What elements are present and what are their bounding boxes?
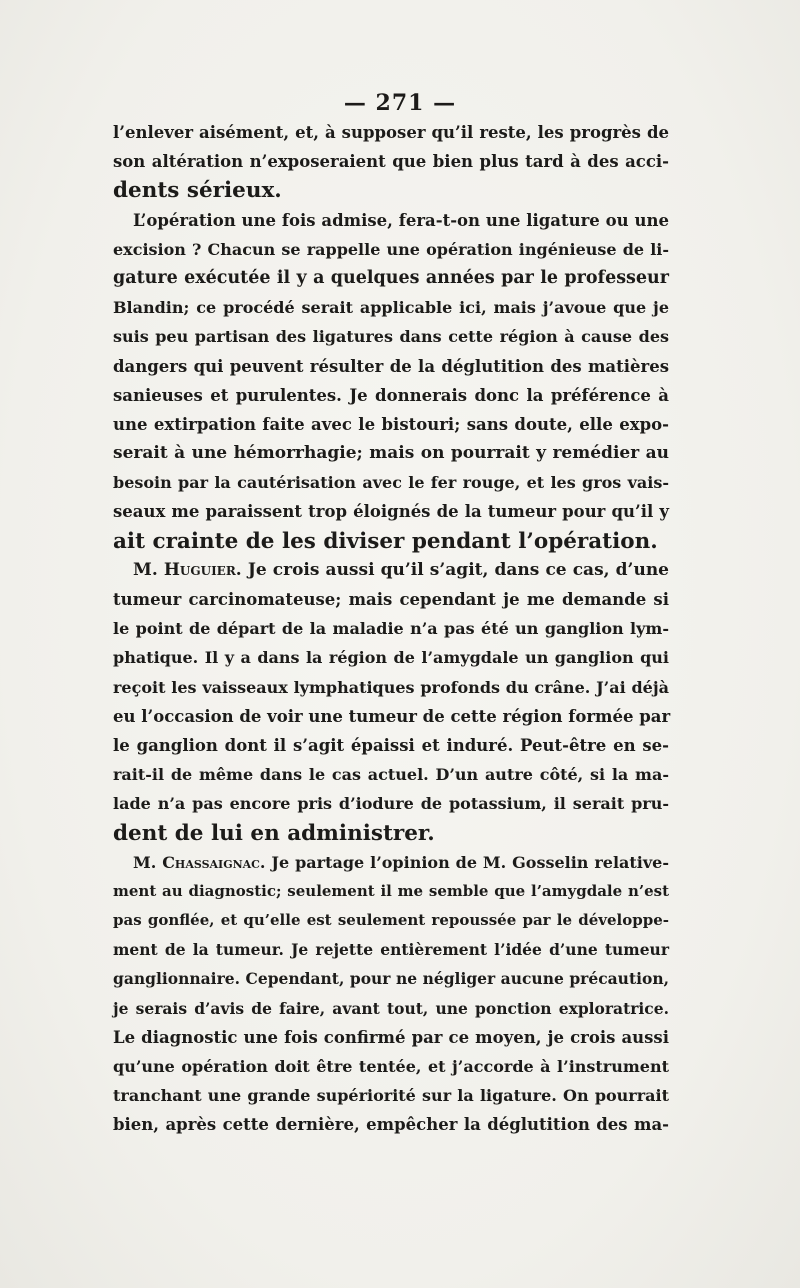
- text-line: serait à une hémorrhagie; mais on pourrait y remédier au: [113, 443, 669, 464]
- text-run: Je partage l’opinion de M. Gosselin relative-: [265, 852, 669, 872]
- text-line: dent de lui en administrer.: [113, 820, 435, 846]
- text-line: gature exécutée il y a quelques années par le professeur: [113, 267, 669, 288]
- paragraph: [113, 206, 669, 556]
- text-line: ment de la tumeur. Je rejette entièrement l’idée d’une tumeur: [113, 940, 669, 960]
- text-line: Blandin; ce procédé serait applicable ici, mais j’avoue que je: [113, 298, 669, 318]
- text-line: tumeur carcinomateuse; mais cependant je me demande si: [113, 590, 669, 609]
- page-number: — 271 —: [343, 90, 457, 116]
- text-line: bien, après cette dernière, empêcher la déglutition des ma-: [113, 1115, 669, 1135]
- text-line: lade n’a pas encore pris d’iodure de potassium, il serait pru-: [113, 794, 669, 814]
- text-line: le ganglion dont il s’agit épaissi et induré. Peut-être en se-: [113, 735, 669, 755]
- text-line: phatique. Il y a dans la région de l’amygdale un ganglion qui: [113, 648, 669, 668]
- text-line: suis peu partisan des ligatures dans cette région à cause des: [113, 327, 669, 347]
- text-line: je serais d’avis de faire, avant tout, une ponction exploratrice.: [113, 998, 669, 1018]
- text-run: Je crois aussi qu’il s’agit, dans ce cas, d’une: [241, 559, 669, 580]
- text-line: pas gonflée, et qu’elle est seulement repoussée par le développe-: [113, 911, 669, 930]
- text-line: ganglionnaire. Cependant, pour ne négliger aucune précaution,: [113, 969, 669, 989]
- text-line: dents sérieux.: [113, 178, 282, 204]
- speaker-name: M. Huguier.: [133, 559, 242, 580]
- paragraph: [113, 848, 669, 1140]
- text-line: seaux me paraissent trop éloignés de la tumeur pour qu’il y: [113, 502, 669, 522]
- text-line: une extirpation faite avec le bistouri; sans doute, elle expo-: [113, 414, 669, 434]
- text-line: Le diagnostic une fois confirmé par ce moyen, je crois aussi: [113, 1027, 669, 1047]
- text-line: [113, 848, 669, 877]
- text-line: le point de départ de la maladie n’a pas été un ganglion lym-: [113, 619, 669, 639]
- text-line: sanieuses et purulentes. Je donnerais donc la préférence à: [113, 385, 669, 405]
- text-line: tranchant une grande supériorité sur la ligature. On pourrait: [113, 1086, 669, 1106]
- paragraph: [113, 556, 669, 848]
- text-line: reçoit les vaisseaux lymphatiques profonds du crâne. J’ai déjà: [113, 677, 669, 697]
- text-line: qu’une opération doit être tentée, et j’accorde à l’instrument: [113, 1057, 669, 1076]
- text-line: [113, 556, 669, 585]
- text-line: l’enlever aisément, et, à supposer qu’il reste, les progrès de: [113, 123, 669, 142]
- body-text: [113, 118, 669, 1140]
- text-line: ait crainte de les diviser pendant l’opération.: [113, 528, 658, 554]
- paragraph: [113, 118, 669, 206]
- speaker-name: M. Chassaignac.: [133, 852, 266, 872]
- text-line: L’opération une fois admise, fera-t-on une ligature ou une: [133, 210, 669, 230]
- text-line: son altération n’exposeraient que bien plus tard à des acci-: [113, 152, 669, 172]
- text-line: ment au diagnostic; seulement il me semble que l’amygdale n’est: [113, 881, 669, 900]
- text-line: dangers qui peuvent résulter de la déglutition des matières: [113, 356, 669, 376]
- text-line: rait-il de même dans le cas actuel. D’un autre côté, si la ma-: [113, 765, 669, 785]
- text-line: excision ? Chacun se rappelle une opération ingénieuse de li-: [113, 239, 669, 259]
- text-line: besoin par la cautérisation avec le fer rouge, et les gros vais-: [113, 473, 669, 493]
- text-line: eu l’occasion de voir une tumeur de cette région formée par: [113, 706, 671, 726]
